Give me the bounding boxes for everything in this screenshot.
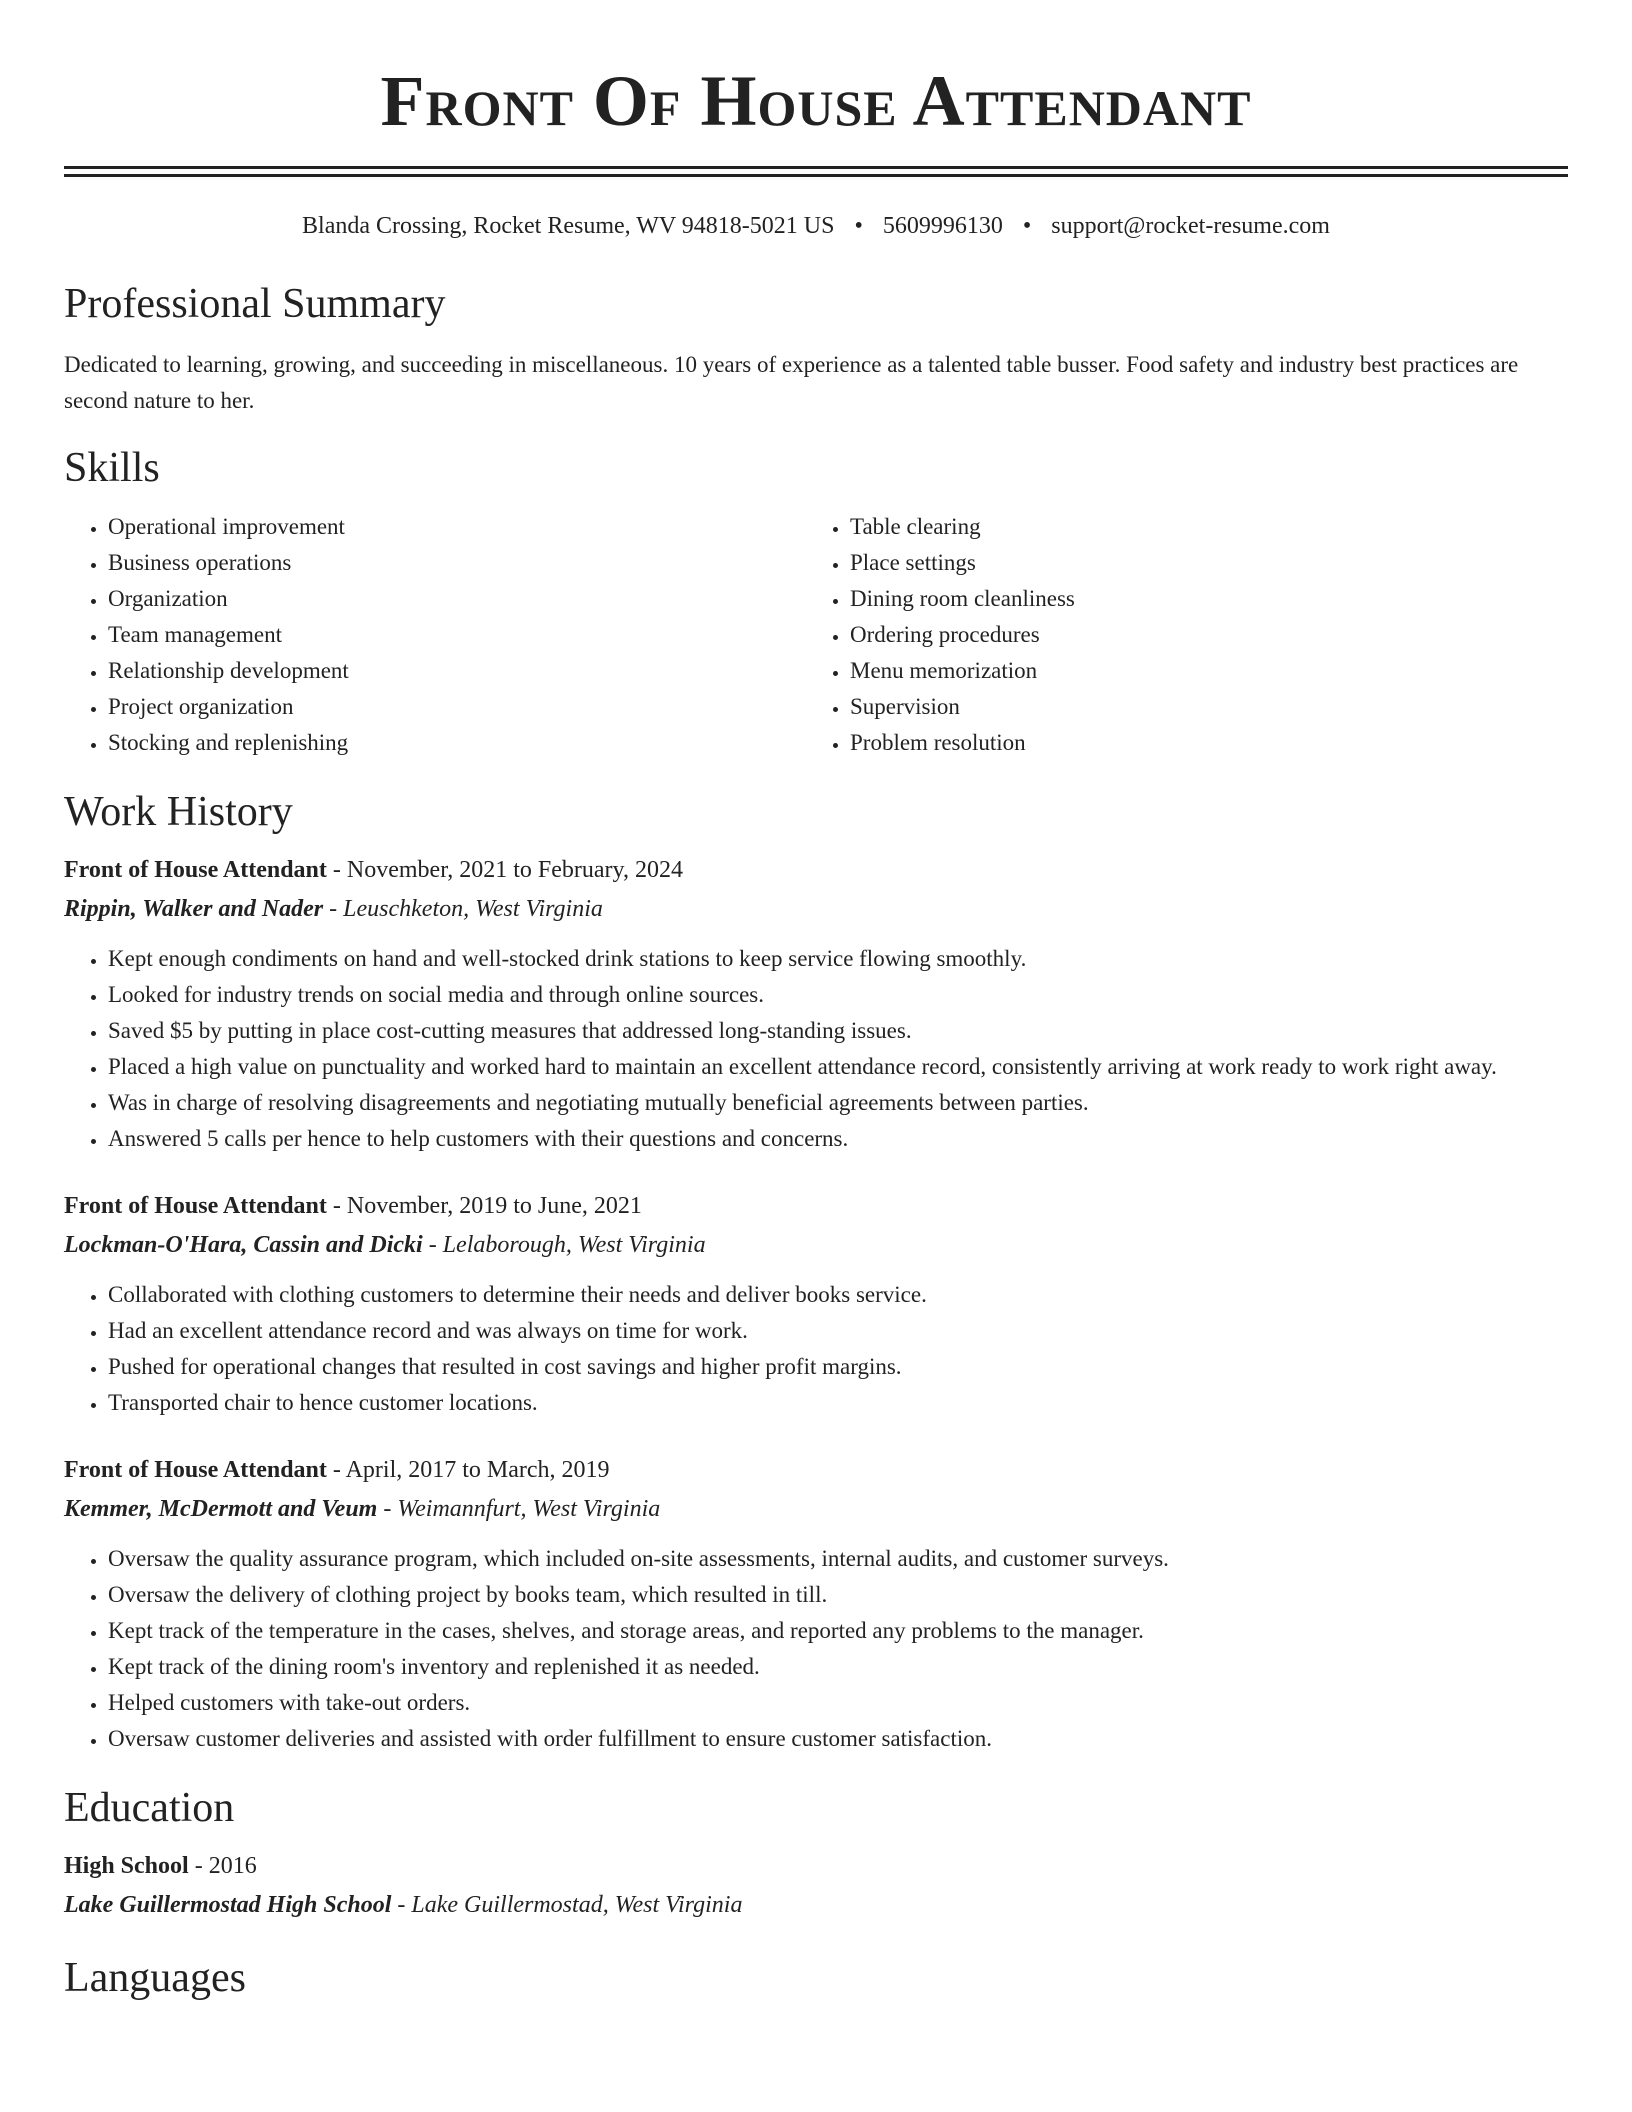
job-bullet: • Kept enough condiments on hand and well-stocked drink stations to keep service flowing smoothly.: [108, 941, 1568, 977]
skill-item: • Table clearing: [850, 509, 1548, 545]
job-title-line: [64, 1451, 1568, 1489]
job-bullet: • Oversaw customer deliveries and assisted with order fulfillment to ensure customer satisfaction.: [108, 1721, 1568, 1757]
job-entry: [64, 851, 1568, 1157]
education-degree-line: [64, 1847, 1568, 1885]
contact-line: [64, 211, 1568, 241]
job-dates: - April, 2017 to March, 2019: [326, 1457, 610, 1483]
job-bullet: • Pushed for operational changes that resulted in cost savings and higher profit margins.: [108, 1349, 1568, 1385]
job-bullet: • Looked for industry trends on social media and through online sources.: [108, 977, 1568, 1013]
contact-phone: 5609996130: [882, 213, 1003, 239]
education-school-line: [64, 1885, 1568, 1925]
skill-item: • Relationship development: [108, 653, 806, 689]
header-double-rule: [64, 166, 1568, 177]
job-location: - Leuschketon, West Virginia: [323, 896, 603, 922]
job-role: Front of House Attendant: [64, 1457, 327, 1483]
skill-item: • Menu memorization: [850, 653, 1548, 689]
education-location: - Lake Guillermostad, West Virginia: [391, 1892, 743, 1918]
job-role: Front of House Attendant: [64, 857, 327, 883]
skill-item: • Ordering procedures: [850, 617, 1548, 653]
education-school: Lake Guillermostad High School: [64, 1892, 392, 1918]
job-title-line: [64, 1187, 1568, 1225]
skill-item: • Team management: [108, 617, 806, 653]
job-company-line: [64, 1225, 1568, 1265]
job-bullet: • Answered 5 calls per hence to help customers with their questions and concerns.: [108, 1121, 1568, 1157]
summary-text: Dedicated to learning, growing, and succeeding in miscellaneous. 10 years of experience as a talented table busser. Food safety and industry best practices are second nature to her.: [64, 352, 1519, 413]
job-company: Rippin, Walker and Nader: [64, 896, 324, 922]
skills-list-left: [64, 509, 806, 761]
job-bullet: • Kept track of the temperature in the cases, shelves, and storage areas, and reported any problems to the manager.: [108, 1613, 1568, 1649]
skill-item: • Dining room cleanliness: [850, 581, 1548, 617]
job-company: Lockman-O'Hara, Cassin and Dicki: [64, 1232, 423, 1258]
summary-heading: Professional Summary: [64, 281, 446, 327]
job-bullet: • Kept track of the dining room's inventory and replenished it as needed.: [108, 1649, 1568, 1685]
job-company-line: [64, 1489, 1568, 1529]
job-bullet: • Helped customers with take-out orders.: [108, 1685, 1568, 1721]
job-location: - Weimannfurt, West Virginia: [377, 1496, 661, 1522]
job-company-line: [64, 889, 1568, 929]
job-entry: [64, 1451, 1568, 1757]
work-history-heading: Work History: [64, 789, 293, 835]
job-title-line: [64, 851, 1568, 889]
job-bullets: [64, 941, 1568, 1157]
education-degree: High School: [64, 1853, 189, 1879]
job-dates: - November, 2019 to June, 2021: [326, 1193, 642, 1219]
skill-item: • Business operations: [108, 545, 806, 581]
job-company: Kemmer, McDermott and Veum: [64, 1496, 378, 1522]
skill-item: • Supervision: [850, 689, 1548, 725]
education-heading: Education: [64, 1785, 235, 1831]
contact-email[interactable]: support@rocket-resume.com: [1051, 213, 1330, 239]
skill-item: • Problem resolution: [850, 725, 1548, 761]
skills-columns: [64, 509, 1568, 761]
job-bullet: • Oversaw the delivery of clothing project by books team, which resulted in till.: [108, 1577, 1568, 1613]
languages-heading: Languages: [64, 1955, 246, 2001]
job-bullets: [64, 1541, 1568, 1757]
job-bullet: • Collaborated with clothing customers to determine their needs and deliver books service.: [108, 1277, 1568, 1313]
job-entry: [64, 1187, 1568, 1421]
resume-name: Front Of House Attendant: [380, 61, 1252, 141]
skills-list-right: [806, 509, 1548, 761]
job-bullets: [64, 1277, 1568, 1421]
job-bullet: • Placed a high value on punctuality and worked hard to maintain an excellent attendance record, consistently arriving at work ready to work right away.: [108, 1049, 1568, 1085]
job-role: Front of House Attendant: [64, 1193, 327, 1219]
skill-item: • Stocking and replenishing: [108, 725, 806, 761]
contact-address: Blanda Crossing, Rocket Resume, WV 94818-5021 US: [302, 213, 835, 239]
skill-item: • Operational improvement: [108, 509, 806, 545]
contact-separator: •: [1022, 213, 1032, 239]
skill-item: • Project organization: [108, 689, 806, 725]
education-year: - 2016: [188, 1853, 257, 1879]
skill-item: • Place settings: [850, 545, 1548, 581]
contact-separator: •: [854, 213, 863, 239]
job-location: - Lelaborough, West Virginia: [422, 1232, 706, 1258]
skills-heading: Skills: [64, 445, 160, 491]
job-bullet: • Oversaw the quality assurance program, which included on-site assessments, internal audits, and customer surveys.: [108, 1541, 1568, 1577]
job-bullet: • Saved $5 by putting in place cost-cutting measures that addressed long-standing issues.: [108, 1013, 1568, 1049]
job-bullet: • Was in charge of resolving disagreements and negotiating mutually beneficial agreements between parties.: [108, 1085, 1568, 1121]
job-bullet: • Transported chair to hence customer locations.: [108, 1385, 1568, 1421]
job-bullet: • Had an excellent attendance record and was always on time for work.: [108, 1313, 1568, 1349]
job-dates: - November, 2021 to February, 2024: [326, 857, 683, 883]
skill-item: • Organization: [108, 581, 806, 617]
